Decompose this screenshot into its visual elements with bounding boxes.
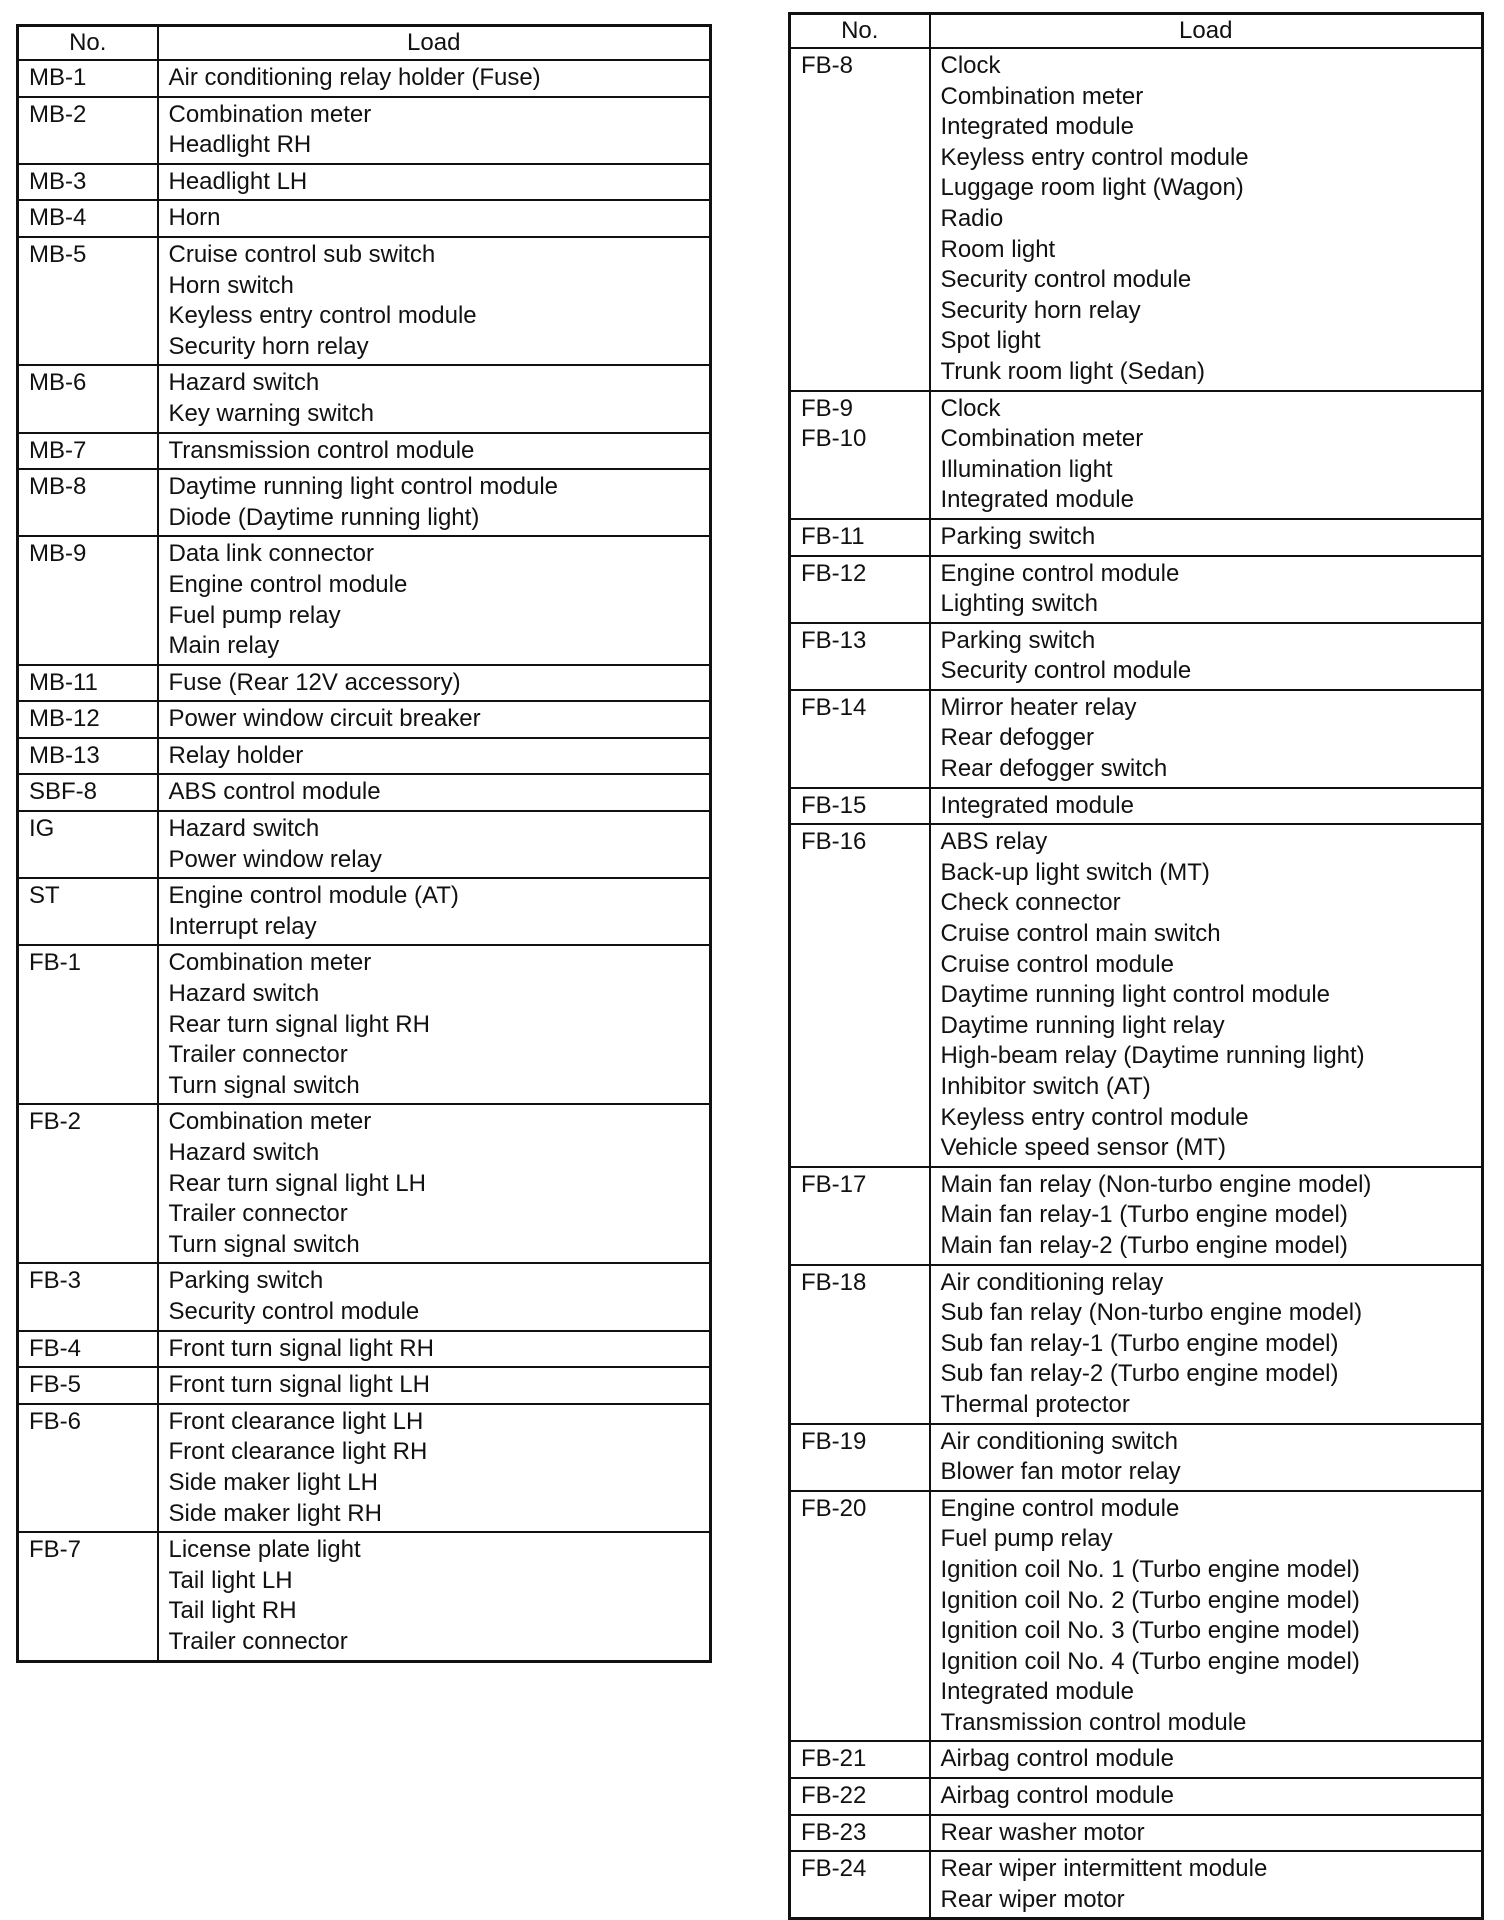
fuse-number-cell	[18, 878, 158, 945]
load-cell	[158, 365, 711, 432]
column-header-load: Load	[930, 14, 1483, 49]
table-row	[790, 1815, 1483, 1852]
load-item: Thermal protector	[940, 1390, 1130, 1418]
column-header-load: Load	[158, 26, 711, 61]
load-item: Cruise control sub switch	[168, 240, 436, 268]
fuse-number: FB-19	[801, 1427, 867, 1455]
fuse-number-cell	[18, 701, 158, 738]
load-cell	[930, 788, 1483, 825]
load-item: Tail light RH	[168, 1597, 297, 1625]
table-header-row	[790, 14, 1483, 49]
load-item: Inhibitor switch (AT)	[940, 1073, 1151, 1100]
fuse-number-cell	[18, 1104, 158, 1263]
load-cell	[158, 945, 711, 1104]
load-item: Rear turn signal light RH	[168, 1010, 430, 1038]
load-item: Air conditioning relay	[940, 1268, 1164, 1296]
load-item: Headlight RH	[168, 131, 312, 159]
load-item: Security control module	[940, 657, 1192, 685]
load-item: ABS control module	[168, 778, 381, 806]
load-item: Mirror heater relay	[940, 693, 1137, 721]
load-cell	[158, 811, 711, 878]
fuse-number: MB-1	[29, 64, 87, 91]
fuse-number-cell	[18, 97, 158, 164]
fuse-number: FB-24	[801, 1855, 867, 1883]
fuse-number-cell	[18, 738, 158, 775]
load-item: Horn switch	[168, 271, 294, 299]
load-item: Hazard switch	[168, 815, 320, 843]
table-row	[18, 164, 711, 201]
table-row	[790, 690, 1483, 788]
load-cell	[930, 623, 1483, 690]
load-item: Combination meter	[168, 1108, 372, 1136]
fuse-number-cell	[790, 1265, 930, 1424]
load-item: Power window circuit breaker	[168, 705, 481, 733]
fuse-number-cell	[790, 824, 930, 1167]
load-cell	[930, 1778, 1483, 1815]
load-item: Illumination light	[940, 455, 1113, 483]
fuse-number-cell	[18, 237, 158, 365]
table-row	[18, 97, 711, 164]
table-row	[790, 1491, 1483, 1742]
fuse-number: FB-18	[801, 1268, 867, 1296]
load-item: Check connector	[940, 889, 1121, 917]
load-cell	[930, 1265, 1483, 1424]
load-item: Trunk room light (Sedan)	[940, 357, 1206, 385]
fuse-number: FB-5	[29, 1371, 82, 1399]
table-row	[18, 469, 711, 536]
fuse-number-cell	[790, 1778, 930, 1815]
load-item: Transmission control module	[168, 436, 475, 464]
load-item: Daytime running light control module	[940, 981, 1331, 1009]
load-cell	[158, 469, 711, 536]
load-item: Combination meter	[168, 100, 372, 128]
fuse-number-cell	[790, 556, 930, 623]
load-item: Security control module	[168, 1297, 420, 1325]
load-item: License plate light	[168, 1536, 361, 1564]
load-item: Engine control module	[940, 559, 1180, 587]
fuse-number-cell	[18, 1404, 158, 1532]
load-item: Trailer connector	[168, 1041, 348, 1069]
load-item: Hazard switch	[168, 980, 320, 1008]
load-cell	[158, 237, 711, 365]
fuse-number: FB-3	[29, 1267, 82, 1295]
table-row	[790, 1167, 1483, 1265]
load-item: Daytime running light relay	[940, 1011, 1225, 1039]
table-row	[18, 878, 711, 945]
fuse-number: FB-9	[801, 394, 854, 422]
fuse-number: FB-7	[29, 1536, 82, 1564]
fuse-number: FB-10	[801, 425, 867, 453]
fuse-number-cell	[18, 60, 158, 97]
load-item: Relay holder	[168, 741, 304, 769]
load-item: Parking switch	[940, 522, 1096, 550]
load-item: Engine control module (AT)	[168, 882, 459, 910]
load-item: Data link connector	[168, 540, 374, 568]
table-row	[18, 701, 711, 738]
load-cell	[158, 200, 711, 237]
fuse-number-cell	[790, 1741, 930, 1778]
fuse-number-cell	[18, 1331, 158, 1368]
load-cell	[930, 1424, 1483, 1491]
fuse-number: MB-6	[29, 369, 87, 397]
load-cell	[158, 536, 711, 664]
fuse-number: FB-23	[801, 1818, 867, 1846]
fuse-number: MB-9	[29, 540, 87, 568]
load-item: Hazard switch	[168, 369, 320, 397]
load-item: Rear washer motor	[940, 1818, 1145, 1846]
table-row	[790, 824, 1483, 1167]
fuse-number-cell	[18, 1367, 158, 1404]
load-cell	[930, 1815, 1483, 1852]
load-item: Ignition coil No. 2 (Turbo engine model)	[940, 1586, 1360, 1614]
load-item: Main fan relay-1 (Turbo engine model)	[940, 1201, 1348, 1229]
fuse-number-cell	[790, 1424, 930, 1491]
fuse-number: MB-8	[29, 473, 87, 501]
fuse-number: FB-22	[801, 1782, 867, 1810]
load-cell	[930, 519, 1483, 556]
load-item: Vehicle speed sensor (MT)	[940, 1134, 1226, 1162]
load-item: Rear defogger	[940, 724, 1094, 752]
table-row	[790, 1424, 1483, 1491]
load-item: Side maker light RH	[168, 1499, 382, 1527]
load-item: Transmission control module	[940, 1708, 1247, 1736]
load-item: Main fan relay-2 (Turbo engine model)	[940, 1231, 1348, 1259]
load-cell	[158, 97, 711, 164]
load-item: Parking switch	[168, 1267, 324, 1295]
load-item: Blower fan motor relay	[940, 1458, 1181, 1486]
load-item: Fuel pump relay	[940, 1525, 1113, 1553]
load-item: Security horn relay	[940, 296, 1141, 324]
load-item: Engine control module	[168, 570, 408, 598]
fuse-number: FB-1	[29, 949, 82, 977]
load-cell	[158, 164, 711, 201]
load-cell	[930, 391, 1483, 519]
load-item: Rear wiper intermittent module	[940, 1855, 1268, 1883]
load-item: Ignition coil No. 3 (Turbo engine model)	[940, 1617, 1360, 1645]
load-cell	[930, 690, 1483, 788]
load-item: Keyless entry control module	[940, 1103, 1249, 1131]
load-item: Interrupt relay	[168, 912, 317, 940]
fuse-table-body-right	[790, 48, 1483, 1919]
table-row	[18, 1263, 711, 1330]
load-item: Air conditioning relay holder (Fuse)	[168, 64, 541, 91]
fuse-number-cell	[790, 48, 930, 391]
fuse-number-cell	[790, 519, 930, 556]
fuse-number-cell	[790, 690, 930, 788]
load-cell	[158, 878, 711, 945]
fuse-load-table-right	[788, 12, 1484, 1920]
table-row	[790, 519, 1483, 556]
table-row	[790, 788, 1483, 825]
load-item: Power window relay	[168, 845, 382, 873]
load-item: Luggage room light (Wagon)	[940, 174, 1244, 202]
fuse-number-cell	[790, 391, 930, 519]
fuse-number-cell	[790, 1167, 930, 1265]
load-item: Security control module	[940, 266, 1192, 294]
load-item: Keyless entry control module	[168, 302, 477, 330]
load-cell	[930, 48, 1483, 391]
table-row	[790, 1851, 1483, 1919]
table-row	[18, 811, 711, 878]
fuse-number-cell	[18, 665, 158, 702]
table-row	[790, 1741, 1483, 1778]
table-row	[790, 556, 1483, 623]
fuse-number: FB-20	[801, 1494, 867, 1522]
fuse-number: FB-21	[801, 1745, 867, 1773]
fuse-number-cell	[790, 1851, 930, 1919]
fuse-number: FB-11	[801, 522, 865, 550]
load-item: Security horn relay	[168, 332, 369, 360]
table-row	[18, 665, 711, 702]
load-cell	[930, 824, 1483, 1167]
load-item: Front turn signal light RH	[168, 1334, 434, 1362]
load-item: Main relay	[168, 632, 280, 660]
fuse-number-cell	[18, 811, 158, 878]
load-item: Ignition coil No. 1 (Turbo engine model)	[940, 1555, 1360, 1583]
load-cell	[158, 738, 711, 775]
fuse-number-cell	[18, 1532, 158, 1661]
load-cell	[158, 1404, 711, 1532]
fuse-number: IG	[29, 815, 55, 843]
load-item: Tail light LH	[168, 1566, 293, 1594]
table-row	[790, 391, 1483, 519]
load-item: Cruise control main switch	[940, 920, 1221, 948]
load-item: Combination meter	[940, 82, 1144, 110]
load-cell	[158, 1104, 711, 1263]
table-row	[18, 200, 711, 237]
fuse-number: FB-15	[801, 791, 867, 819]
load-cell	[158, 701, 711, 738]
load-item: Clock	[940, 52, 1001, 79]
load-item: Clock	[940, 394, 1001, 422]
fuse-number: FB-8	[801, 52, 854, 79]
load-item: Keyless entry control module	[940, 143, 1249, 171]
fuse-number-cell	[790, 788, 930, 825]
load-item: Turn signal switch	[168, 1230, 360, 1258]
load-item: Front turn signal light LH	[168, 1371, 430, 1399]
table-row	[18, 738, 711, 775]
load-cell	[930, 1491, 1483, 1742]
load-item: Front clearance light RH	[168, 1438, 428, 1466]
table-row	[18, 433, 711, 470]
load-item: Combination meter	[940, 425, 1144, 453]
load-item: Integrated module	[940, 791, 1134, 819]
load-item: Headlight LH	[168, 167, 308, 195]
load-item: Horn	[168, 204, 221, 232]
load-item: Spot light	[940, 327, 1041, 355]
fuse-load-table-left	[16, 24, 712, 1663]
table-row	[18, 60, 711, 97]
fuse-number-cell	[18, 164, 158, 201]
table-row	[18, 536, 711, 664]
load-cell	[158, 774, 711, 811]
load-item: Combination meter	[168, 949, 372, 977]
fuse-number-cell	[18, 774, 158, 811]
load-item: Daytime running light control module	[168, 473, 559, 501]
table-row	[790, 1778, 1483, 1815]
load-item: Sub fan relay-1 (Turbo engine model)	[940, 1329, 1339, 1357]
fuse-number-cell	[18, 200, 158, 237]
fuse-number: MB-12	[29, 705, 100, 733]
load-cell	[158, 1263, 711, 1330]
load-item: High-beam relay (Daytime running light)	[940, 1042, 1365, 1070]
load-item: Air conditioning switch	[940, 1427, 1178, 1455]
load-cell	[158, 665, 711, 702]
load-item: Integrated module	[940, 486, 1134, 514]
fuse-number: MB-7	[29, 436, 87, 464]
load-item: Key warning switch	[168, 399, 374, 427]
load-cell	[930, 1741, 1483, 1778]
fuse-number: FB-6	[29, 1407, 82, 1435]
table-row	[18, 1367, 711, 1404]
table-row	[790, 1265, 1483, 1424]
fuse-number-cell	[18, 536, 158, 664]
load-cell	[158, 433, 711, 470]
load-item: Diode (Daytime running light)	[168, 503, 480, 531]
load-item: Lighting switch	[940, 590, 1098, 618]
load-item: Rear defogger switch	[940, 755, 1168, 783]
fuse-number: MB-13	[29, 741, 100, 769]
load-item: Radio	[940, 204, 1004, 232]
load-cell	[158, 1532, 711, 1661]
load-cell	[158, 1367, 711, 1404]
load-item: Hazard switch	[168, 1139, 320, 1166]
fuse-table-body-left	[18, 60, 711, 1661]
fuse-number-cell	[18, 945, 158, 1104]
load-item: ABS relay	[940, 828, 1048, 856]
table-row	[18, 945, 711, 1104]
load-item: Integrated module	[940, 1678, 1134, 1706]
load-cell	[158, 1331, 711, 1368]
table-row	[18, 1331, 711, 1368]
table-row	[790, 623, 1483, 690]
fuse-number-cell	[18, 433, 158, 470]
load-item: Front clearance light LH	[168, 1407, 424, 1435]
table-header-row	[18, 26, 711, 61]
fuse-number-cell	[790, 623, 930, 690]
column-header-no: No.	[790, 14, 930, 49]
load-cell	[930, 1167, 1483, 1265]
fuse-number: MB-5	[29, 240, 87, 268]
load-item: Rear turn signal light LH	[168, 1169, 426, 1197]
fuse-number: SBF-8	[29, 778, 98, 806]
load-item: Main fan relay (Non-turbo engine model)	[940, 1170, 1372, 1198]
table-row	[18, 237, 711, 365]
fuse-number: FB-12	[801, 559, 867, 587]
fuse-number-cell	[790, 1815, 930, 1852]
fuse-number: MB-3	[29, 167, 87, 195]
fuse-number-cell	[790, 1491, 930, 1742]
column-header-no: No.	[18, 26, 158, 61]
load-item: Fuse (Rear 12V accessory)	[168, 668, 461, 696]
load-cell	[930, 556, 1483, 623]
table-row	[18, 1532, 711, 1661]
load-item: Back-up light switch (MT)	[940, 858, 1210, 886]
fuse-number: FB-16	[801, 828, 867, 856]
load-item: Rear wiper motor	[940, 1885, 1125, 1913]
load-item: Sub fan relay-2 (Turbo engine model)	[940, 1360, 1339, 1388]
load-item: Room light	[940, 235, 1056, 263]
load-item: Trailer connector	[168, 1200, 348, 1228]
load-item: Integrated module	[940, 113, 1134, 141]
fuse-number-cell	[18, 365, 158, 432]
load-item: Fuel pump relay	[168, 601, 341, 629]
load-item: Side maker light LH	[168, 1468, 378, 1496]
fuse-number-cell	[18, 1263, 158, 1330]
fuse-number: FB-2	[29, 1108, 82, 1136]
fuse-number: FB-13	[801, 626, 867, 654]
fuse-number: ST	[29, 882, 60, 910]
table-row	[18, 1404, 711, 1532]
fuse-number: MB-11	[29, 668, 98, 696]
load-cell	[158, 60, 711, 97]
load-item: Turn signal switch	[168, 1071, 360, 1099]
load-item: Ignition coil No. 4 (Turbo engine model)	[940, 1647, 1360, 1675]
fuse-number: FB-17	[801, 1170, 867, 1198]
load-cell	[930, 1851, 1483, 1919]
fuse-number: MB-2	[29, 100, 87, 128]
fuse-number-cell	[18, 469, 158, 536]
fuse-number: FB-4	[29, 1334, 82, 1362]
load-item: Engine control module	[940, 1494, 1180, 1522]
table-row	[18, 365, 711, 432]
table-row	[790, 48, 1483, 391]
load-item: Parking switch	[940, 626, 1096, 654]
fuse-number: MB-4	[29, 204, 87, 232]
table-row	[18, 774, 711, 811]
load-item: Cruise control module	[940, 950, 1174, 978]
load-item: Airbag control module	[940, 1782, 1174, 1810]
table-row	[18, 1104, 711, 1263]
load-item: Trailer connector	[168, 1627, 348, 1655]
load-item: Sub fan relay (Non-turbo engine model)	[940, 1299, 1363, 1327]
fuse-number: FB-14	[801, 693, 867, 721]
load-item: Airbag control module	[940, 1745, 1174, 1773]
